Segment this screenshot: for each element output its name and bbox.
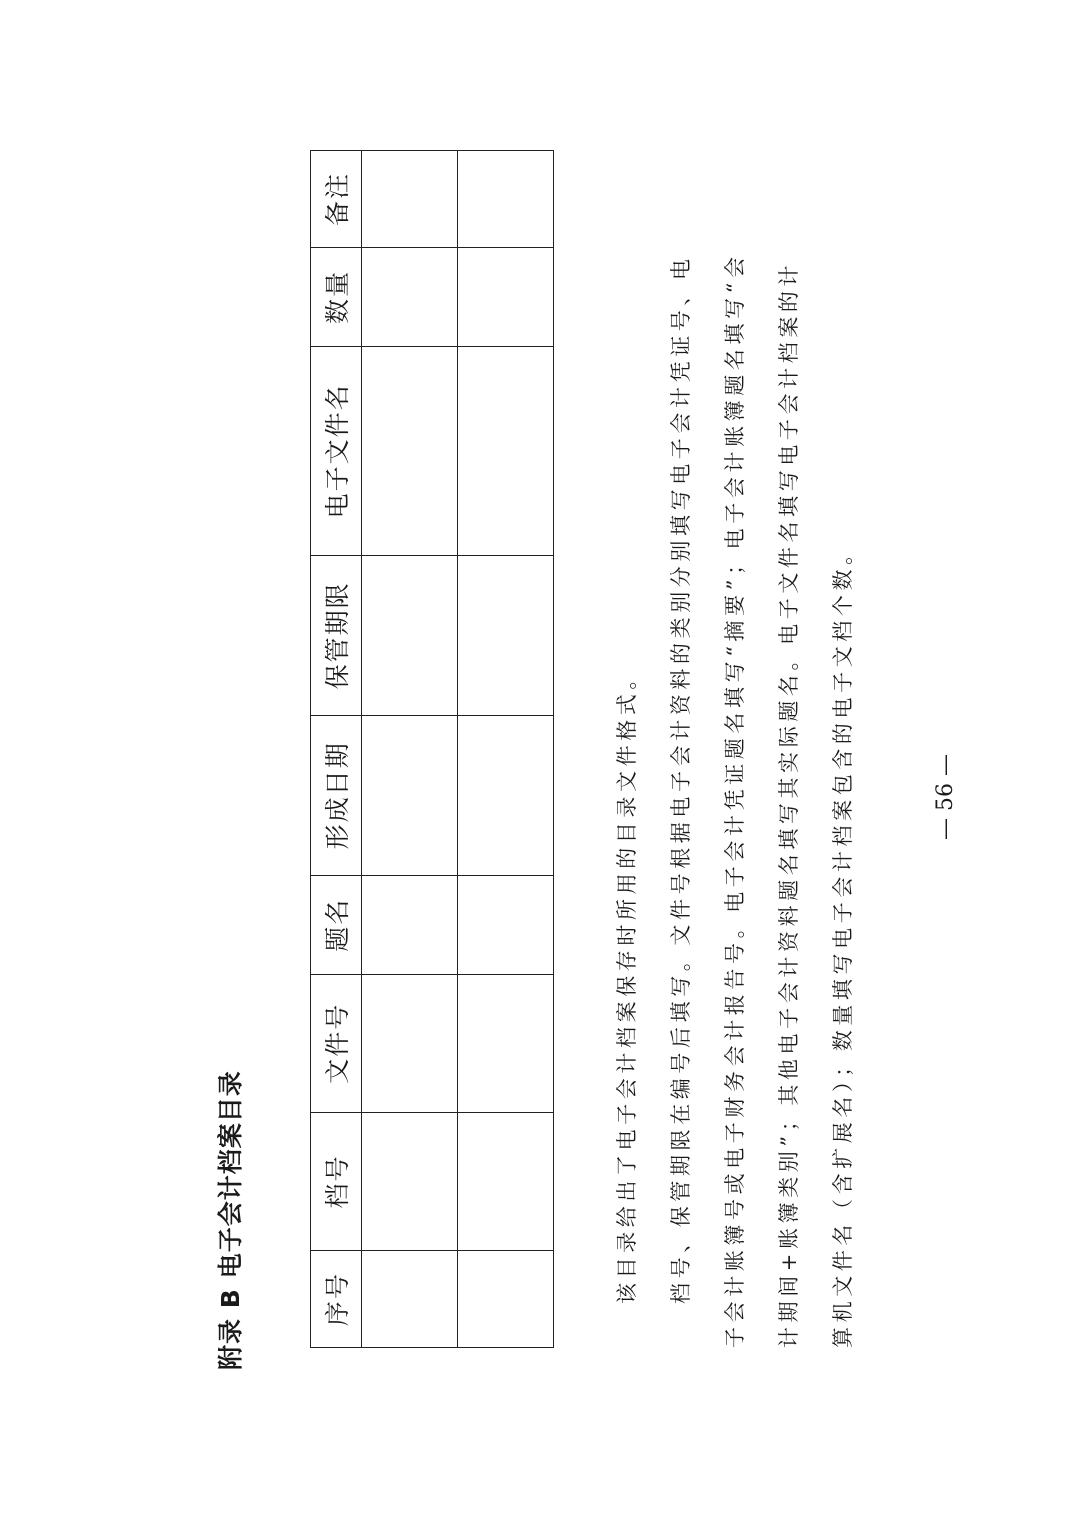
table-cell <box>458 715 554 875</box>
col-header-title: 题名 <box>311 875 362 974</box>
table-cell <box>458 555 554 715</box>
table-cell <box>362 715 458 875</box>
col-header-electronic-filename: 电子文件名 <box>311 346 362 555</box>
table-cell <box>458 974 554 1112</box>
col-header-formation-date: 形成日期 <box>311 715 362 875</box>
table-cell <box>362 1251 458 1348</box>
table-cell <box>458 875 554 974</box>
table-cell <box>458 151 554 248</box>
table-cell <box>362 875 458 974</box>
table-cell <box>362 346 458 555</box>
table-cell <box>458 1112 554 1250</box>
col-header-serial: 序号 <box>311 1251 362 1348</box>
col-header-remarks: 备注 <box>311 151 362 248</box>
archive-catalog-table <box>310 150 554 1348</box>
note-paragraph-1: 该目录给出了电子会计档案保存时所用的目录文件格式。 <box>615 664 639 1304</box>
note-line: 子会计账簿号或电子财务会计报告号。电子会计凭证题名填写“摘要”；电子会计账簿题名填写“会 <box>723 252 747 1348</box>
page-number: — 56 — <box>933 754 958 840</box>
table-cell <box>458 346 554 555</box>
table-header-row <box>311 151 362 1348</box>
table-cell <box>458 247 554 346</box>
note-line: 档号、保管期限在编号后填写。文件号根据电子会计资料的类别分别填写电子会计凭证号、电 <box>669 254 693 1304</box>
table-cell <box>362 151 458 248</box>
table-cell <box>362 974 458 1112</box>
table-row <box>362 151 458 1348</box>
table-cell <box>362 247 458 346</box>
note-paragraph-2 <box>654 188 870 1348</box>
note-line: 算机文件名（含扩展名）；数量填写电子会计档案包含的电子文档个数。 <box>831 539 855 1348</box>
table-cell <box>362 1112 458 1250</box>
col-header-document-no: 文件号 <box>311 974 362 1112</box>
table-cell <box>458 1251 554 1348</box>
rotated-content <box>200 150 970 1370</box>
col-header-retention-period: 保管期限 <box>311 555 362 715</box>
appendix-label: 附录 B <box>216 1288 245 1370</box>
table-row <box>458 151 554 1348</box>
col-header-quantity: 数量 <box>311 247 362 346</box>
table-cell <box>362 555 458 715</box>
appendix-heading <box>206 1070 256 1370</box>
col-header-archive-no: 档号 <box>311 1112 362 1250</box>
note-line: 计期间+账簿类别”；其他电子会计资料题名填写其实际题名。电子文件名填写电子会计档案的计 <box>777 260 801 1348</box>
appendix-title: 电子会计档案目录 <box>216 1070 245 1279</box>
